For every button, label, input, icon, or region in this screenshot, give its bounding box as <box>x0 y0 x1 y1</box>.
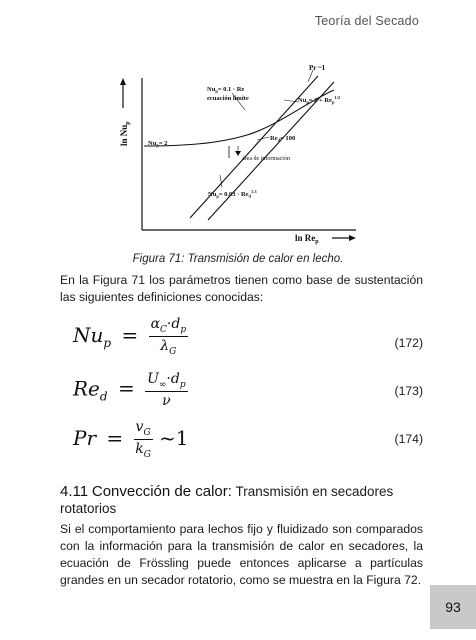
paragraph-intro: En la Figura 71 los parámetros tienen como base de sustentación las siguientes definiciones conocidas: <box>60 273 423 304</box>
section-number: 4.11 <box>60 483 89 500</box>
equation-174: Pr = $\frac{v_G}{k_G}$ ~1 <box>73 419 189 460</box>
equation-173: $Re_d$ = $\frac{U_\infty\cdot d_p}{\nu}$ <box>73 371 186 409</box>
running-header: Teoría del Secado <box>314 14 419 28</box>
section-heading <box>60 483 430 517</box>
label-area-informacion: área de información <box>242 156 290 162</box>
label-pr: Pr ~1 <box>309 64 326 72</box>
y-arrowhead <box>120 78 126 85</box>
label-nu-2: $Nu_p= 2$ <box>148 140 168 148</box>
label-red-100: $Re_d= 100$ <box>270 135 296 143</box>
equation-number-172: (172) <box>394 336 423 350</box>
x-axis-label: $\ln Re_p$ <box>295 233 319 245</box>
fraction: $\frac{\alpha_C\cdot d_p}{\lambda_G}$ <box>150 316 187 357</box>
x-arrowhead <box>349 235 356 241</box>
equation-172: $Nu_p$ = $\frac{\alpha_C\cdot d_p}{\lambda_G}$ <box>73 316 187 357</box>
section-subtitle: Transmisión en secadores rotatorios <box>60 484 394 516</box>
fraction: $\frac{v_G}{k_G}$ <box>135 419 151 460</box>
label-frossling: $Nu_p= 2 + Re_p^{1/2}$ <box>298 95 341 105</box>
page-number: 93 <box>430 585 476 629</box>
fraction: $\frac{U_\infty\cdot d_p}{\nu}$ <box>147 371 186 409</box>
paragraph-frossling: Si el comportamiento para lechos fijo y fluidizado son comparados con la información para la transmisión de calor en secadores, la ecuación de Frössling puede entonces aplicarse a partículas grandes en un secador rotatorio, como se muestra en la Figura 72. <box>60 522 423 587</box>
figure-caption: Figura 71: Transmisión de calor en lecho. <box>132 253 344 265</box>
equation-number-174: (174) <box>394 432 423 446</box>
section-title: Convección de calor: <box>91 483 232 500</box>
equation-number-173: (173) <box>394 384 423 398</box>
label-nu-003: $Nu_p= 0.03 \cdot Re_d^{1.3}$ <box>208 189 257 199</box>
label-nu-limit: $Nu_p= 0.1 \cdot Re$ <box>207 86 245 94</box>
y-axis-label: $\ln Nu_p$ <box>119 121 131 146</box>
heat-transfer-figure <box>112 60 362 250</box>
figure-diagram <box>112 60 362 250</box>
label-ecuacion-limite: ecuación límite <box>207 95 249 102</box>
